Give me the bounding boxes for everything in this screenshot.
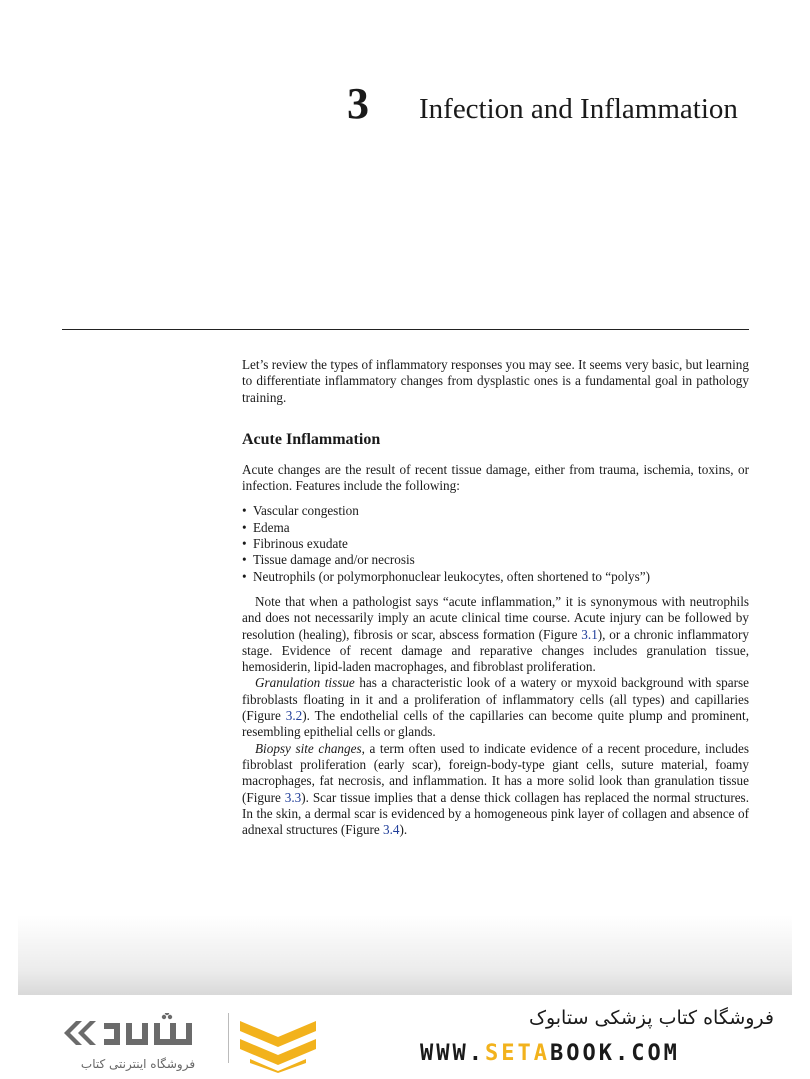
url-accent: SETA [484, 1041, 550, 1066]
figure-link[interactable]: 3.1 [581, 626, 598, 642]
paragraph-text: Note that when a pathologist says “acute inflammation,” it is synonymous with neutrophils and does not necessarily imply an acute clinical time course. Acute injury can be followed by resolution (healing), fibrosis or scar, abscess formation (Figure [242, 593, 749, 642]
paragraph-text: has a characteristic look of a watery or myxoid background with sparse fibroblasts floating in it and a proliferation of inflammatory cells (all types) and capillaries (Figure [242, 675, 749, 724]
chapter-title: Infection and Inflammation [419, 93, 738, 125]
list-item: • Fibrinous exudate [242, 536, 749, 552]
paragraph-granulation [242, 675, 749, 740]
chapter-number: 3 [347, 79, 369, 128]
store-logo-wordmark [60, 1013, 210, 1053]
list-item: • Vascular congestion [242, 503, 749, 519]
paragraph-acute [242, 594, 749, 675]
list-item: • Edema [242, 520, 749, 536]
body-text [242, 357, 749, 838]
store-url[interactable] [420, 1041, 780, 1066]
figure-link[interactable]: 3.3 [284, 789, 302, 805]
list-item: • Tissue damage and/or necrosis [242, 552, 749, 568]
figure-link[interactable]: 3.4 [383, 822, 400, 838]
url-prefix: WWW. [420, 1041, 485, 1066]
chapter-divider [62, 329, 749, 330]
paragraph-biopsy [242, 741, 749, 839]
store-banner [0, 995, 810, 1079]
paragraph-text: ). [399, 822, 408, 838]
term-italic: Granulation tissue [255, 675, 355, 691]
list-item: • Neutrophils (or polymorphonuclear leukocytes, often shortened to “polys”) [242, 569, 749, 585]
url-suffix: BOOK.COM [549, 1041, 680, 1066]
paragraph-text: , a term often used to indicate evidence of a recent procedure, includes fibroblast proliferation (early scar), foreign-body-type giant cells, suture material, foamy macrophages, fat necrosis, and inflammation. It has a more solid look than granulation tissue (Figure [242, 740, 750, 805]
section-lead: Acute changes are the result of recent tissue damage, either from trauma, ischemia, toxins, or infection. Features include the following: [242, 461, 749, 494]
intro-paragraph: Let’s review the types of inflammatory responses you may see. It seems very basic, but learning to differentiate inflammatory changes from dysplastic ones is a fundamental goal in pathology training. [242, 357, 749, 405]
book-logo-icon [236, 1015, 320, 1073]
term-italic: Biopsy site changes [255, 740, 362, 756]
logo-divider [228, 1013, 229, 1063]
paragraph-text: ). Scar tissue implies that a dense thick collagen has replaced the normal structures. In the skin, a dermal scar is evidenced by a homogeneous pink layer of collagen and absence of adnexal structures (Figure [242, 789, 749, 838]
store-name: فروشگاه کتاب پزشکی ستابوک [528, 1007, 774, 1029]
figure-link[interactable]: 3.2 [285, 708, 303, 724]
paragraph-text: ). The endothelial cells of the capillaries can become quite plump and prominent, resembling epithelial cells or glands. [242, 708, 749, 740]
chapter-header [0, 80, 810, 140]
section-heading: Acute Inflammation [242, 430, 381, 448]
paragraph-text: ), or a chronic inflammatory stage. Evidence of recent damage and reparative changes includes granulation tissue, hemosiderin, lipid-laden macrophages, and fibroblast proliferation. [242, 626, 749, 675]
feature-list [242, 503, 749, 584]
store-logo-subtitle: فروشگاه اینترنتی کتاب [80, 1057, 196, 1071]
page-fade [18, 915, 792, 995]
